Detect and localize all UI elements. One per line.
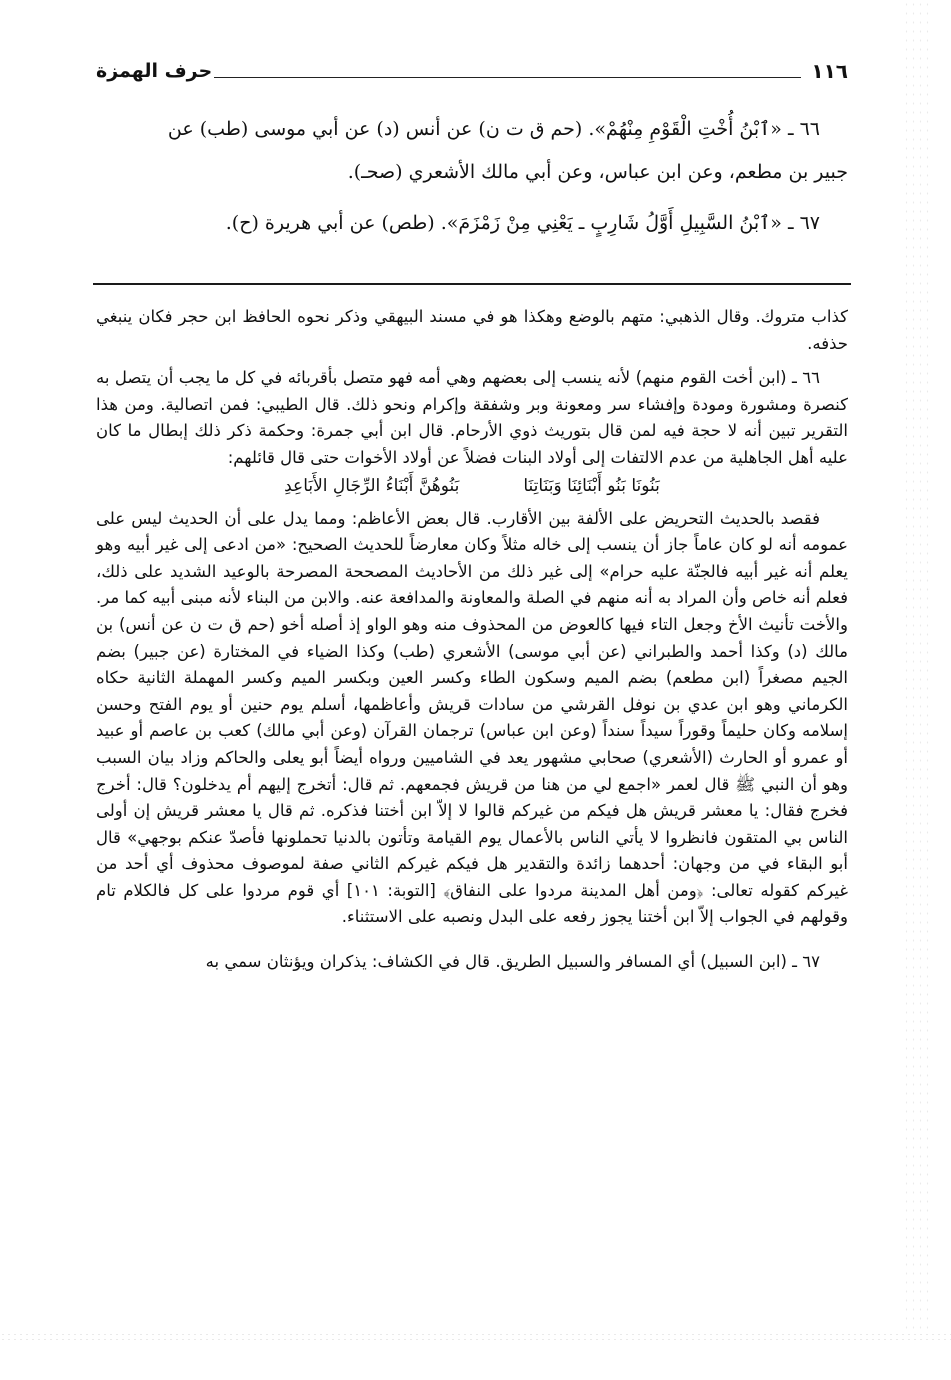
commentary-paragraph-67: ٦٧ ـ (ابن السبيل) أي المسافر والسبيل الطريق. قال في الكشاف: يذكران ويؤنثان سمي به [205,952,820,972]
commentary-paragraph-66-cont: فقصد بالحديث التحريض على الألفة بين الأقارب. قال بعض الأعاظم: ومما يدل على أن الحديث ليس على عمومه أنه لو كان عاماً جاز أن ينسب إلى خاله مثلاً وكان معارضاً للحديث الصحيح: «من ادعى إلى غير أبيه وهو يعلم أنه غير أبيه فالجنّة عليه حرام» إلى غير ذلك من الأحاديث المصححة المصرحة بالوعيد الشديد على ذلك، فعلم أنه خاص وأن المراد به أنه منهم في الصلة والمعاونة والمدافعة عنه. والابن من البناء لأنه مبنى أبيه كما مر. والأخت تأنيث الأخ وجعل التاء فيها كالعوض من المحذوف منه وهو الواو إذ أصله أخو (حم ق ت ن عن أنس) بن مالك (د) وكذا أحمد والطبراني (عن أبي موسى) الأشعري (طب) وكذا الضياء في المختارة (عن جبير) بضم الجيم مصغراً (ابن مطعم) بضم الميم وسكون الطاء وكسر العين وبكسر الميم وكسر المهملة الثانية حكاه الكرماني وهو ابن عدي بن نوفل القرشي من سادات قريش وأعاظمها، أسلم يوم حنين أو يوم الفتح وحسن إسلامه وكان حليماً وقوراً سيداً سنداً (وعن ابن عباس) ترجمان القرآن (وعن أبي مالك) كعب بن عاصم أو عبيد أو عمرو أو الحارث (الأشعري) صحابي مشهور يعد في الشاميين ورواه أيضاً أبو يعلى والحاكم وزاد بيان السبب وهو أن النبي ﷺ قال لعمر «اجمع لي من هنا من قريش فجمعهم. ثم قال: أتخرج إليهم أم يدخلون؟ قال: أخرج فخرج فقال: يا معشر قريش هل فيكم من غيركم قالوا لا إلاّ ابن أختنا فذكره. ثم قال يا معشر قريش إن أولى الناس بي المتقون فانظروا لا يأتي الناس بالأعمال يوم القيامة وتأتون بالدنيا تحملونها فأصدّ عنكم بوجهي» قال أبو البقاء في من وجهان: أحدهما زائدة والتقدير هل فيكم غيركم الثاني صفة لموصوف محذوف أي أحد من غيركم كقوله تعالى: ﴿ومن أهل المدينة مردوا على النفاق﴾ [التوبة: ١٠١] أي قوم مردوا على كل فالكلام تام وقولهم في الجواب إلاّ ابن أختنا يجوز رفعه على البدل ونصبه على الاستثناء. [96,508,848,927]
footnote-divider [93,283,851,285]
poem-verse [96,472,848,500]
chapter-title: حرف الهمزة [96,60,213,82]
page-header [96,52,848,82]
hadith-66-line-2: جبير بن مطعم، وعن ابن عباس، وعن أبي مالك الأشعري (صحـ). [347,161,848,183]
scan-noise-bottom [0,1332,951,1344]
hadith-66-line-1: ٦٦ ـ «ٱبْنُ أُخْتِ الْقَوْمِ مِنْهُمْ». (حم ق ت ن) عن أنس (د) عن أبي موسى (طب) عن [167,118,820,140]
hadith-text [96,108,848,245]
poem-hemistich-1: بَنُونَا بَنُو أَبْنَائِنَا وَبَنَاتِنَا [523,475,660,496]
page-number: ١١٦ [811,59,848,83]
commentary-text [96,304,848,976]
commentary-paragraph-66: ٦٦ ـ (ابن أخت القوم منهم) لأنه ينسب إلى بعضهم وهي أمه فهو متصل بأقربائه في كل ما يجب أن يتصل به كنصرة ومشورة ومودة وإفشاء سر ومعونة وبر وشفقة وإكرام ونحو ذلك. قال الطيبي: فمن اتصالية. ومن هذا التقرير تبين أنه لا حجة فيه لمن قال بتوريث ذوي الأرحام. قال ابن أبي جمرة: وحكمة ذكر ذلك إبطال ما كان عليه أهل الجاهلية من عدم الالتفات إلى أولاد البنات فضلاً عن أولاد الأخوات حتى قال قائلهم: [96,368,848,467]
hadith-67: ٦٧ ـ «ٱبْنُ السَّبِيلِ أَوَّلُ شَارِبٍ ـ يَعْنِي مِنْ زَمْزَمَ». (طص) عن أبي هريرة (ح). [225,212,820,234]
header-rule [214,77,801,78]
poem-hemistich-2: بَنُوهُنَّ أَبْنَاءُ الرِّجَالِ الأَبَاعِدِ [284,475,460,496]
scan-noise-right [903,0,933,1330]
commentary-paragraph-continued: كذاب متروك. وقال الذهبي: متهم بالوضع وهكذا هو في مسند البيهقي وذكر نحوه الحافظ ابن حجر فكان ينبغي حذفه. [96,307,848,353]
